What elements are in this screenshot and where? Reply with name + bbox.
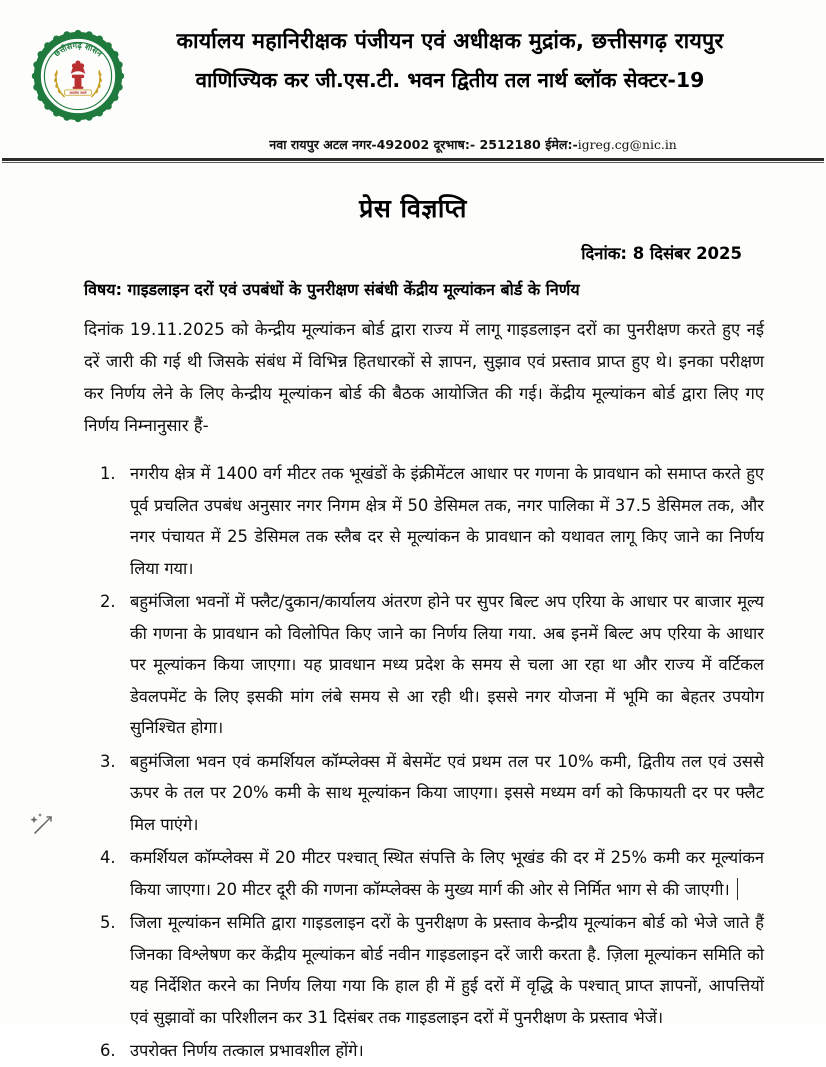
list-item-text: बहुमंजिला भवनों में फ्लैट/दुकान/कार्यालय अंतरण होने पर सुपर बिल्ट अप एरिया के आधार पर बाजार मूल्य की गणना के प्रावधान को विलोपित किए जाने का निर्णय लिया गया. अब इनमें बिल्ट अप एरिया के आधार पर मूल्यांकन किया जाएगा। यह प्रावधान मध्य प्रदेश के समय से चला आ रहा था और राज्य में वर्टिकल डेवलपमेंट के लिए इसकी मांग लंबे समय से आ रही थी। इससे नगर योजना में भूमि का बेहतर उपयोग सुनिश्चित होगा।: [130, 592, 764, 738]
list-item-text: जिला मूल्यांकन समिति द्वारा गाइडलाइन दरों के पुनरीक्षण के प्रस्ताव केन्द्रीय मूल्यांकन बोर्ड को भेजे जाते हैं जिनका विश्लेषण कर केंद्रीय मूल्यांकन बोर्ड नवीन गाइडलाइन दरें जारी करता है. ज़िला मूल्यांकन समिति को यह निर्देशित करने का निर्णय लिया गया कि हाल ही में हुई दरों में वृद्धि के पश्चात् प्राप्त ज्ञापनों, आपत्तियों एवं सुझावों का परिशीलन कर 31 दिसंबर तक गाइडलाइन दरों में पुनरीक्षण के प्रस्ताव भेजें।: [130, 913, 764, 1027]
page-title: प्रेस विज्ञप्ति: [359, 194, 467, 223]
letterhead: [0, 0, 826, 124]
header-rule-thin: [2, 162, 824, 163]
list-item-text: कमर्शियल कॉम्प्लेक्स में 20 मीटर पश्चात् स्थित संपत्ति के लिए भूखंड की दर में 25% कमी कर मूल्यांकन किया जाएगा। 20 मीटर दूरी की गणना कॉम्प्लेक्स के मुख्य मार्ग की ओर से निर्मित भाग से की जाएगी।: [130, 848, 765, 899]
office-name-line-1: कार्यालय महानिरीक्षक पंजीयन एवं अधीक्षक मुद्रांक, छत्तीसगढ़ रायपुर: [176, 29, 724, 54]
list-item-number: 5.: [100, 913, 116, 933]
emblem-motto-text: सत्यमेव जयते: [69, 90, 87, 95]
emblem-ring-text: छत्तीसगढ़ शासन: [52, 41, 104, 59]
list-item: [84, 586, 764, 744]
contact-text: नवा रायपुर अटल नगर-492002 दूरभाष:- 2512180 ईमेल:-: [269, 137, 578, 152]
letterhead-text-block: [130, 26, 800, 97]
list-item: [84, 746, 764, 841]
email-address[interactable]: igreg.cg@nic.in: [577, 137, 677, 152]
chhattisgarh-government-emblem-icon: [30, 28, 126, 124]
list-item-number: 2.: [100, 592, 116, 612]
contact-line: [0, 136, 826, 153]
list-item: [84, 842, 764, 905]
sparkle-wand-icon: [26, 808, 60, 842]
list-item-number: 3.: [100, 751, 116, 771]
list-item-number: 6.: [100, 1041, 116, 1061]
list-item-number: 4.: [100, 848, 116, 868]
text-cursor-caret: [737, 878, 739, 900]
document-body: [0, 314, 826, 1067]
list-item-number: 1.: [100, 464, 116, 484]
list-item: [84, 1035, 764, 1067]
intro-paragraph: दिनांक 19.11.2025 को केन्द्रीय मूल्यांकन बोर्ड द्वारा राज्य में लागू गाइडलाइन दरों का पुनरीक्षण करते हुए नई दरें जारी की गई थी जिसके संबंध में विभिन्न हितधारकों से ज्ञापन, सुझाव एवं प्रस्ताव प्राप्त हुए थे। इनका परीक्षण कर निर्णय लेने के लिए केन्द्रीय मूल्यांकन बोर्ड की बैठक आयोजित की गई। केंद्रीय मूल्यांकन बोर्ड द्वारा लिए गए निर्णय निम्नानुसार हैं-: [84, 320, 764, 435]
office-address-line-2: वाणिज्यिक कर जी.एस.टी. भवन द्वितीय तल नार्थ ब्लॉक सेक्टर-19: [195, 68, 705, 93]
list-item-text: नगरीय क्षेत्र में 1400 वर्ग मीटर तक भूखंडों के इंक्रीमेंटल आधार पर गणना के प्रावधान को समाप्त करते हुए पूर्व प्रचलित उपबंध अनुसार नगर निगम क्षेत्र में 50 डेसिमल तक, नगर पालिका में 37.5 डेसिमल तक, और नगर पंचायत में 25 डेसिमल तक स्लैब दर से मूल्यांकन के प्रावधान को यथावत लागू किए जाने का निर्णय लिया गया।: [130, 464, 764, 578]
emblem-container: [26, 26, 130, 124]
list-item: [84, 458, 764, 584]
decision-list: [84, 458, 764, 1067]
list-item: [84, 907, 764, 1033]
list-item-text: बहुमंजिला भवन एवं कमर्शियल कॉम्प्लेक्स में बेसमेंट एवं प्रथम तल पर 10% कमी, द्वितीय तल एवं उससे ऊपर के तल पर 20% कमी के साथ मूल्यांकन किया जाएगा। इससे मध्यम वर्ग को किफायती दर पर फ्लैट मिल पाएंगे।: [130, 751, 764, 834]
subject-line: विषय: गाइडलाइन दरों एवं उपबंधों के पुनरीक्षण संबंधी केंद्रीय मूल्यांकन बोर्ड के निर्णय: [84, 280, 580, 299]
list-item-text: उपरोक्त निर्णय तत्काल प्रभावशील होंगे।: [130, 1041, 364, 1061]
document-date: दिनांक: 8 दिसंबर 2025: [581, 244, 742, 263]
header-rule-thick: [2, 158, 824, 161]
